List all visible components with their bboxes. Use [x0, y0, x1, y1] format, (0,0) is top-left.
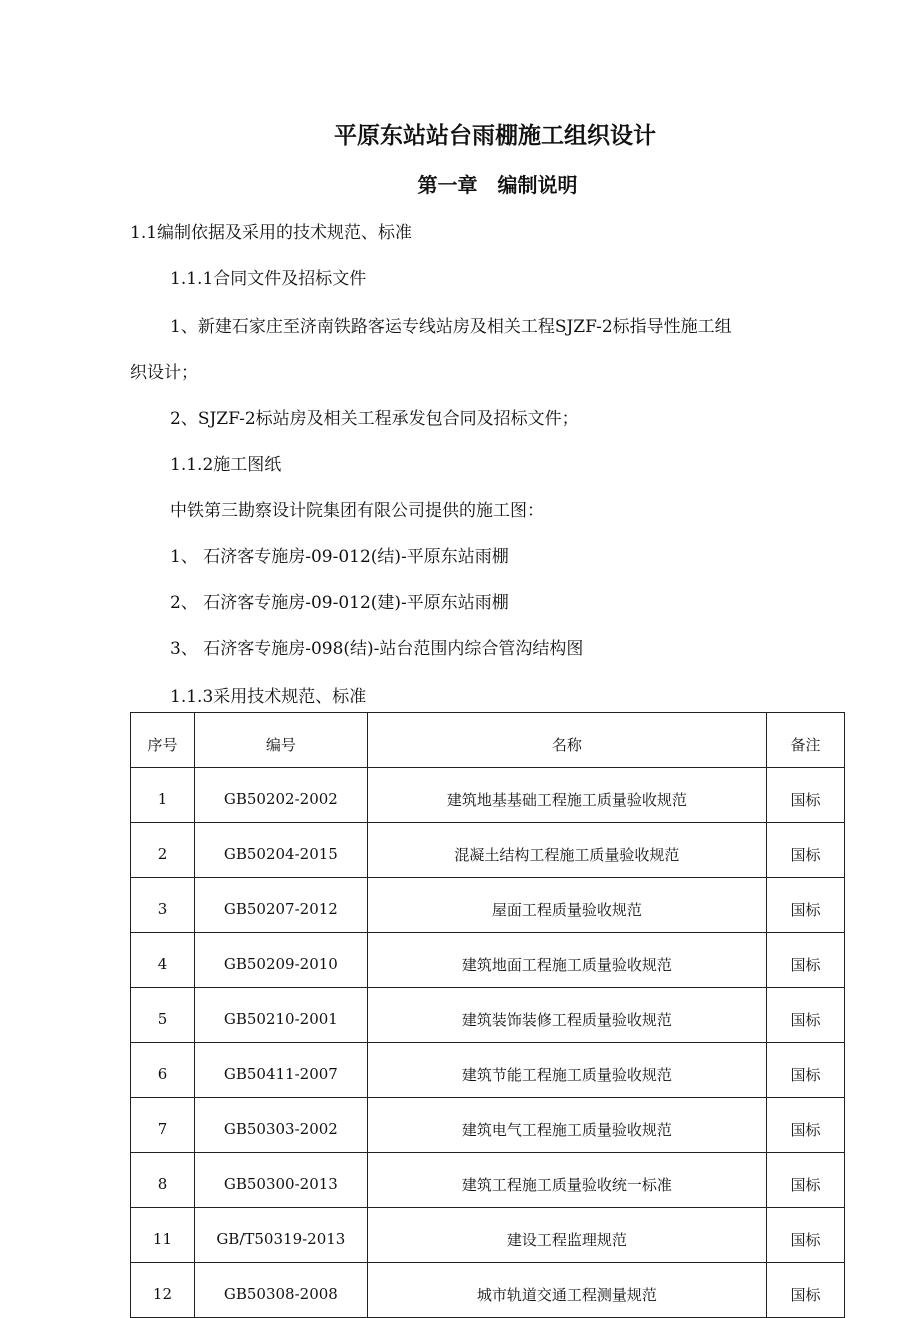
table-cell: 国标	[767, 1098, 845, 1153]
table-cell: 建筑电气工程施工质量验收规范	[367, 1098, 766, 1153]
table-cell: 国标	[767, 1043, 845, 1098]
table-cell: 国标	[767, 933, 845, 988]
table-cell: 国标	[767, 988, 845, 1043]
table-row	[131, 1208, 845, 1263]
table-row	[131, 878, 845, 933]
list-item: 3、 石济客专施房-098(结)-站台范围内综合管沟结构图	[170, 639, 584, 659]
table-row	[131, 1043, 845, 1098]
column-header: 序号	[131, 713, 195, 768]
table-cell: GB50210-2001	[194, 988, 367, 1043]
subsection-heading: 1.1.2施工图纸	[170, 455, 282, 475]
table-cell: 国标	[767, 768, 845, 823]
table-cell: 7	[131, 1098, 195, 1153]
table-cell: GB50204-2015	[194, 823, 367, 878]
table-cell: GB50411-2007	[194, 1043, 367, 1098]
column-header: 备注	[767, 713, 845, 768]
table-cell: 建筑工程施工质量验收统一标准	[367, 1153, 766, 1208]
table-cell: 建筑节能工程施工质量验收规范	[367, 1043, 766, 1098]
subsection-heading: 1.1.1合同文件及招标文件	[170, 269, 367, 289]
table-cell: GB/T50319-2013	[194, 1208, 367, 1263]
table-header-row	[131, 713, 845, 768]
table-row	[131, 1098, 845, 1153]
table-row	[131, 823, 845, 878]
table-cell: 国标	[767, 1153, 845, 1208]
table-cell: 1	[131, 768, 195, 823]
table-cell: 6	[131, 1043, 195, 1098]
chapter-heading: 第一章 编制说明	[417, 173, 578, 197]
list-item: 2、 石济客专施房-09-012(建)-平原东站雨棚	[170, 593, 509, 613]
paragraph: 1、新建石家庄至济南铁路客运专线站房及相关工程SJZF-2标指导性施工组	[170, 317, 732, 337]
table-cell: 屋面工程质量验收规范	[367, 878, 766, 933]
table-cell: 城市轨道交通工程测量规范	[367, 1263, 766, 1318]
table-cell: 5	[131, 988, 195, 1043]
table-cell: 4	[131, 933, 195, 988]
paragraph: 织设计；	[130, 363, 198, 383]
section-heading: 1.1编制依据及采用的技术规范、标准	[130, 223, 413, 243]
table-row	[131, 768, 845, 823]
standards-table	[130, 712, 845, 1318]
table-cell: 建筑地面工程施工质量验收规范	[367, 933, 766, 988]
table-cell: 国标	[767, 1208, 845, 1263]
table-cell: GB50209-2010	[194, 933, 367, 988]
table-row	[131, 988, 845, 1043]
table-row	[131, 933, 845, 988]
paragraph: 中铁第三勘察设计院集团有限公司提供的施工图：	[170, 501, 544, 521]
table-cell: 2	[131, 823, 195, 878]
table-row	[131, 1263, 845, 1318]
table-cell: 国标	[767, 1263, 845, 1318]
table-cell: 建筑装饰装修工程质量验收规范	[367, 988, 766, 1043]
list-item: 1、 石济客专施房-09-012(结)-平原东站雨棚	[170, 547, 509, 567]
table-cell: 国标	[767, 878, 845, 933]
table-cell: 混凝土结构工程施工质量验收规范	[367, 823, 766, 878]
subsection-heading: 1.1.3采用技术规范、标准	[170, 687, 367, 707]
table-cell: GB50300-2013	[194, 1153, 367, 1208]
table-cell: 建设工程监理规范	[367, 1208, 766, 1263]
table-cell: 12	[131, 1263, 195, 1318]
table-cell: 8	[131, 1153, 195, 1208]
table-row	[131, 1153, 845, 1208]
table-cell: GB50202-2002	[194, 768, 367, 823]
table-cell: 建筑地基基础工程施工质量验收规范	[367, 768, 766, 823]
table-cell: GB50303-2002	[194, 1098, 367, 1153]
table-cell: GB50207-2012	[194, 878, 367, 933]
document-title: 平原东站站台雨棚施工组织设计	[334, 122, 656, 149]
table-cell: 11	[131, 1208, 195, 1263]
table-cell: 3	[131, 878, 195, 933]
table-cell: GB50308-2008	[194, 1263, 367, 1318]
column-header: 编号	[194, 713, 367, 768]
paragraph: 2、SJZF-2标站房及相关工程承发包合同及招标文件；	[170, 409, 579, 429]
column-header: 名称	[367, 713, 766, 768]
table-cell: 国标	[767, 823, 845, 878]
